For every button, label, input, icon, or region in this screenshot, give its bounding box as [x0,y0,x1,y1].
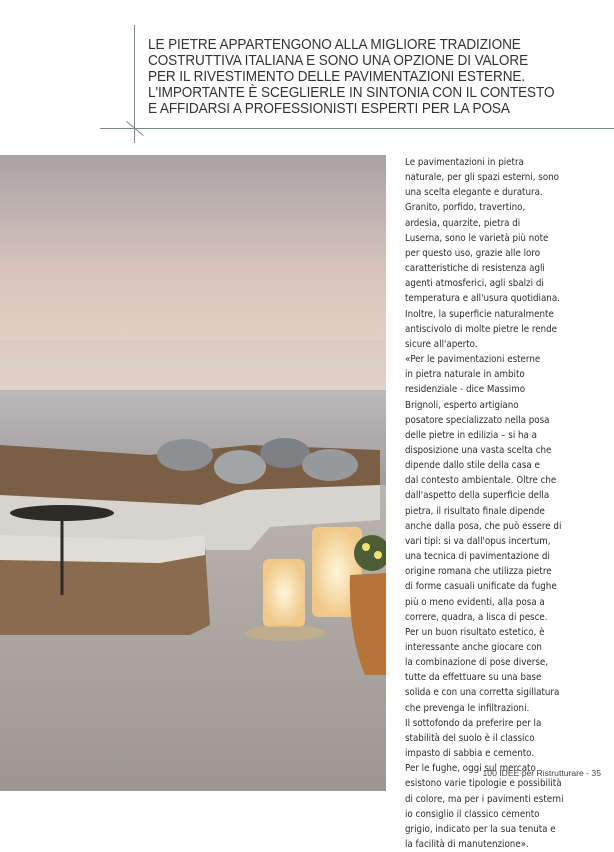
pillow [214,450,266,484]
article-line: interessante anche giocare con [405,642,542,653]
article-line: Per un buon risultato estetico, è [405,626,545,638]
lantern-small [263,559,305,627]
article-body [405,155,596,852]
article-line: Luserna, sono le varietà più note [405,232,549,244]
chaise-cushion [0,535,205,563]
article-line: la combinazione di pose diverse, [405,657,549,669]
article-line: ardesia, quarzite, pietra di [405,217,521,229]
article-line: correre, quadra, a lisca di pesce. [405,611,548,623]
article-line: caratteristiche di resistenza agli [405,263,545,275]
article-line: delle pietre in edilizia – si ha a [405,429,538,441]
article-line: «Per le pavimentazioni esterne [405,354,541,366]
article-line: Brignoli, esperto artigiano [405,399,519,411]
article-line: Granito, porfido, travertino, [405,202,526,214]
article-line: disposizione una vasta scelta che [405,444,552,456]
article-line: Per le fughe, oggi sul mercato [405,763,536,775]
article-line: impasto di sabbia e cemento. [405,748,535,760]
article-line: pietra, il risultato finale dipende [405,505,545,517]
page-folio: 100 IDEE per Ristrutturare - 35 [482,768,601,778]
article-line: la facilità di manutenzione». [405,839,529,851]
pillow [302,449,358,481]
terrace-photo [0,155,386,791]
article-line: Il sottofondo da preferire per la [405,717,542,729]
article-line: antiscivolo di molte pietre le rende [405,323,558,335]
headline-line: LE PIETRE APPARTENGONO ALLA MIGLIORE TRADIZIONE [148,37,521,53]
article-line: esistono varie tipologie e possibilità [405,778,562,790]
headline-line: L'IMPORTANTE È SCEGLIERLE IN SINTONIA CON IL CONTESTO [148,85,555,102]
article-line: residenziale - dice Massimo [405,384,526,396]
flower [374,551,382,559]
article-line: Le pavimentazioni in pietra [405,157,524,168]
article-line: solida e con una corretta sigillatura [405,687,560,699]
article-line: agenti atmosferici, agli sbalzi di [405,278,544,290]
article-line: per questo uso, grazie alle loro [405,247,541,259]
lantern-glow [245,625,325,641]
headline-horizontal-rule [100,128,614,129]
article-line: Inoltre, la superficie naturalmente [405,308,554,320]
headline-line: E AFFIDARSI A PROFESSIONISTI ESPERTI PER LA POSA [148,101,510,118]
article-line: temperatura e all'usura quotidiana. [405,293,560,305]
article-line: tutte da effettuare su una base [405,672,542,684]
article-line: stabilità del suolo è il classico [405,732,535,744]
headline-line: PER IL RIVESTIMENTO DELLE PAVIMENTAZIONI ESTERNE. [148,69,526,86]
headline-line: COSTRUTTIVA ITALIANA E SONO UNA OPZIONE DI VALORE [148,53,529,70]
pillow [157,439,213,471]
article-line: di forme casuali unificate da fughe [405,581,557,593]
article-line: grigio, indicato per la sua tenuta e [405,823,556,835]
flower [362,543,370,551]
article-line: io consiglio il classico cemento [405,808,540,820]
article-line: posatore specializzato nella posa [405,414,550,426]
article-line: di colore, ma per i pavimenti esterni [405,793,564,805]
article-line: sicure all'aperto. [405,338,478,350]
article-line: che prevenga le infiltrazioni. [405,702,530,714]
article-line: naturale, per gli spazi esterni, sono [405,172,560,184]
article-line: una scelta elegante e duratura. [405,187,543,199]
article-line: una tecnica di pavimentazione di [405,551,550,563]
article-line: più o meno evidenti, alla posa a [405,596,545,608]
article-line: dal contesto ambientale. Oltre che [405,475,557,487]
article-line: vari tipi: si va dall'opus incertum, [405,535,551,547]
article-line: anche dalla posa, che può essere di [405,520,562,532]
article-line: origine romana che utilizza pietre [405,566,552,578]
article-line: dipende dallo stile della casa e [405,460,540,472]
headline [148,37,554,117]
headline-vertical-rule [134,25,135,143]
article-line: dall'aspetto della superficie della [405,490,550,502]
article-line: in pietra naturale in ambito [405,369,525,381]
